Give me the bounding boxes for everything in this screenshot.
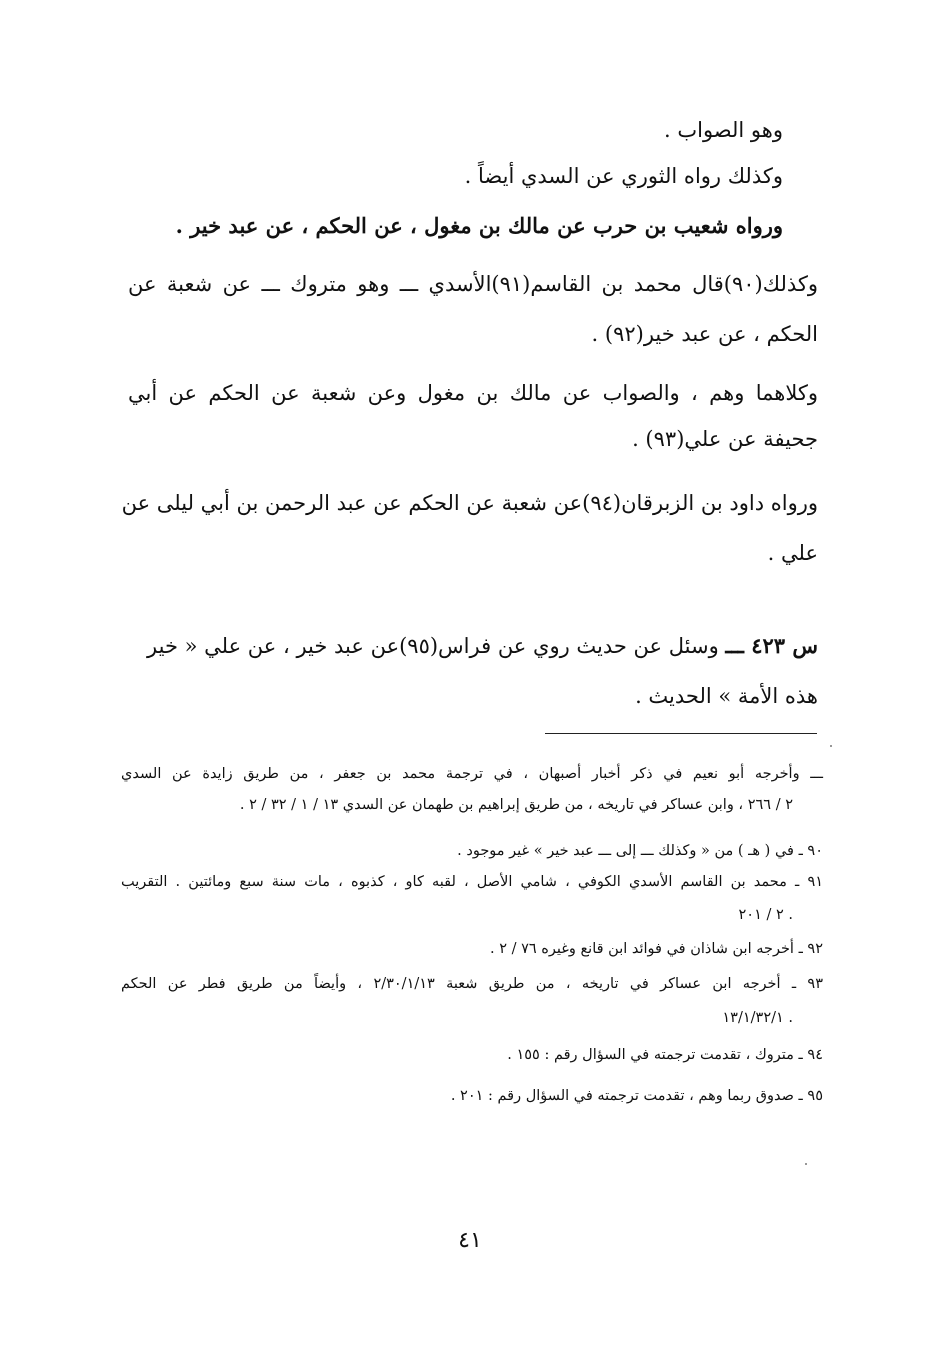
footnote-93-cont: ١٣/١/٣٢/١ . [722,1010,793,1026]
body-line-2: وكذلك رواه الثوري عن السدي أيضاً . [464,164,783,188]
body-line-9: علي . [767,541,818,565]
footnote-91-cont: ٢ / ٢٠١ . [738,907,793,923]
footnote-cont-line-1: ـــ وأخرجه أبو نعيم في ذكر أخبار أصبهان ، في ترجمة محمد بن جعفر ، من طريق زايدة عن السدي [121,766,823,782]
question-number: س ٤٢٣ ـــ [725,633,818,658]
page-speck [805,1163,807,1165]
body-line-7: جحيفة عن علي(٩٣) . [632,427,818,451]
page-speck [830,745,832,747]
footnote-94: ٩٤ ـ متروك ، تقدمت ترجمته في السؤال رقم : ١٥٥ . [507,1047,823,1063]
footnote-separator [545,733,817,734]
question-line-2: هذه الأمة » الحديث . [635,684,818,708]
question-text: وسئل عن حديث روي عن فراس(٩٥)عن عبد خير ، عن علي « خير [147,634,719,658]
footnote-90: ٩٠ ـ في ( هـ ) من « وكذلك ـــ إلى ـــ عبد خير » غير موجود . [457,843,823,859]
body-line-5: الحكم ، عن عبد خير(٩٢) . [591,322,818,346]
footnote-95: ٩٥ ـ صدوق ربما وهم ، تقدمت ترجمته في السؤال رقم : ٢٠١ . [450,1088,823,1104]
footnote-92: ٩٢ ـ أخرجه ابن شاذان في فوائد ابن قانع وغيره ٧٦ / ٢ . [489,941,823,957]
question-line-1 [128,630,818,662]
body-line-3: ورواه شعيب بن حرب عن مالك بن مغول ، عن الحكم ، عن عبد خير . [175,213,783,238]
body-line-1: وهو الصواب . [664,118,783,142]
body-line-6: وكلاهما وهم ، والصواب عن مالك بن مغول وعن شعبة عن الحكم عن أبي [128,381,818,405]
body-line-4: وكذلك(٩٠)قال محمد بن القاسم(٩١)الأسدي ـــ وهو متروك ـــ عن شعبة عن [128,272,818,296]
footnote-93: ٩٣ ـ أخرجه ابن عساكر في تاريخه ، من طريق شعبة ٢/٣٠/١/١٣ ، وأيضاً من طريق فطر عن الحكم [121,976,823,992]
body-line-8: ورواه داود بن الزبرقان(٩٤)عن شعبة عن الحكم عن عبد الرحمن بن أبي ليلى عن [121,491,818,515]
footnote-91: ٩١ ـ محمد بن القاسم الأسدي الكوفي ، شامي الأصل ، لقبه كاو ، كذبوه ، مات سنة سبع ومائتين . التقريب [121,874,824,890]
page-number: ٤١ [458,1228,482,1253]
footnote-cont-line-2: ٢ / ٢٦٦ ، وابن عساكر في تاريخه ، من طريق إبراهيم بن طهمان عن السدي ١٣ / ١ / ٣٢ / ٢ . [239,797,793,813]
